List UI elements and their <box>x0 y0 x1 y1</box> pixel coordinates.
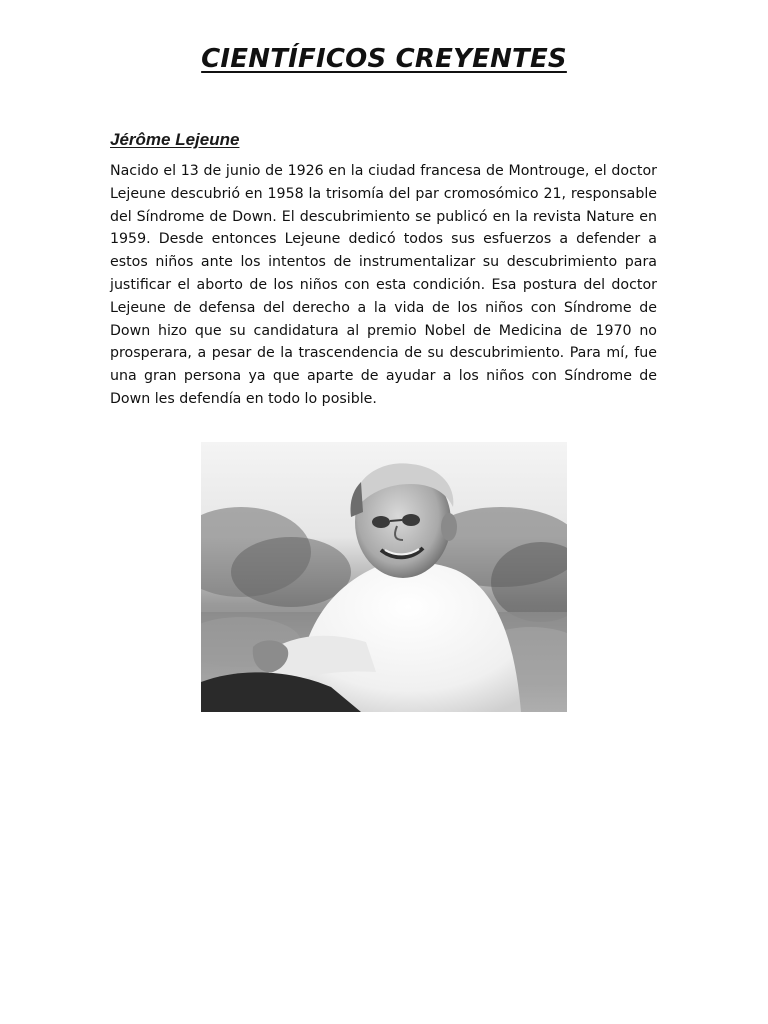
portrait-photo-icon <box>201 442 567 712</box>
page-title: CIENTÍFICOS CREYENTES <box>201 44 567 74</box>
portrait-photo <box>201 442 567 712</box>
biography-paragraph: Nacido el 13 de junio de 1926 en la ciudad francesa de Montrouge, el doctor Lejeune descubrió en 1958 la trisomía del par cromosómico 21, responsable del Síndrome de Down. El descubrimiento se publicó en la revista Nature en 1959. Desde entonces Lejeune dedicó todos sus esfuerzos a defender a estos niños ante los intentos de instrumentalizar su descubrimiento para justificar el aborto de los niños con esta condición. Esa postura del doctor Lejeune de defensa del derecho a la vida de los niños con Síndrome de Down hizo que su candidatura al premio Nobel de Medicina de 1970 no prosperara, a pesar de la trascendencia de su descubrimiento. Para mí, fue una gran persona ya que aparte de ayudar a los niños con Síndrome de Down les defendía en todo lo posible. <box>110 163 657 407</box>
section-heading: Jérôme Lejeune <box>110 130 240 149</box>
